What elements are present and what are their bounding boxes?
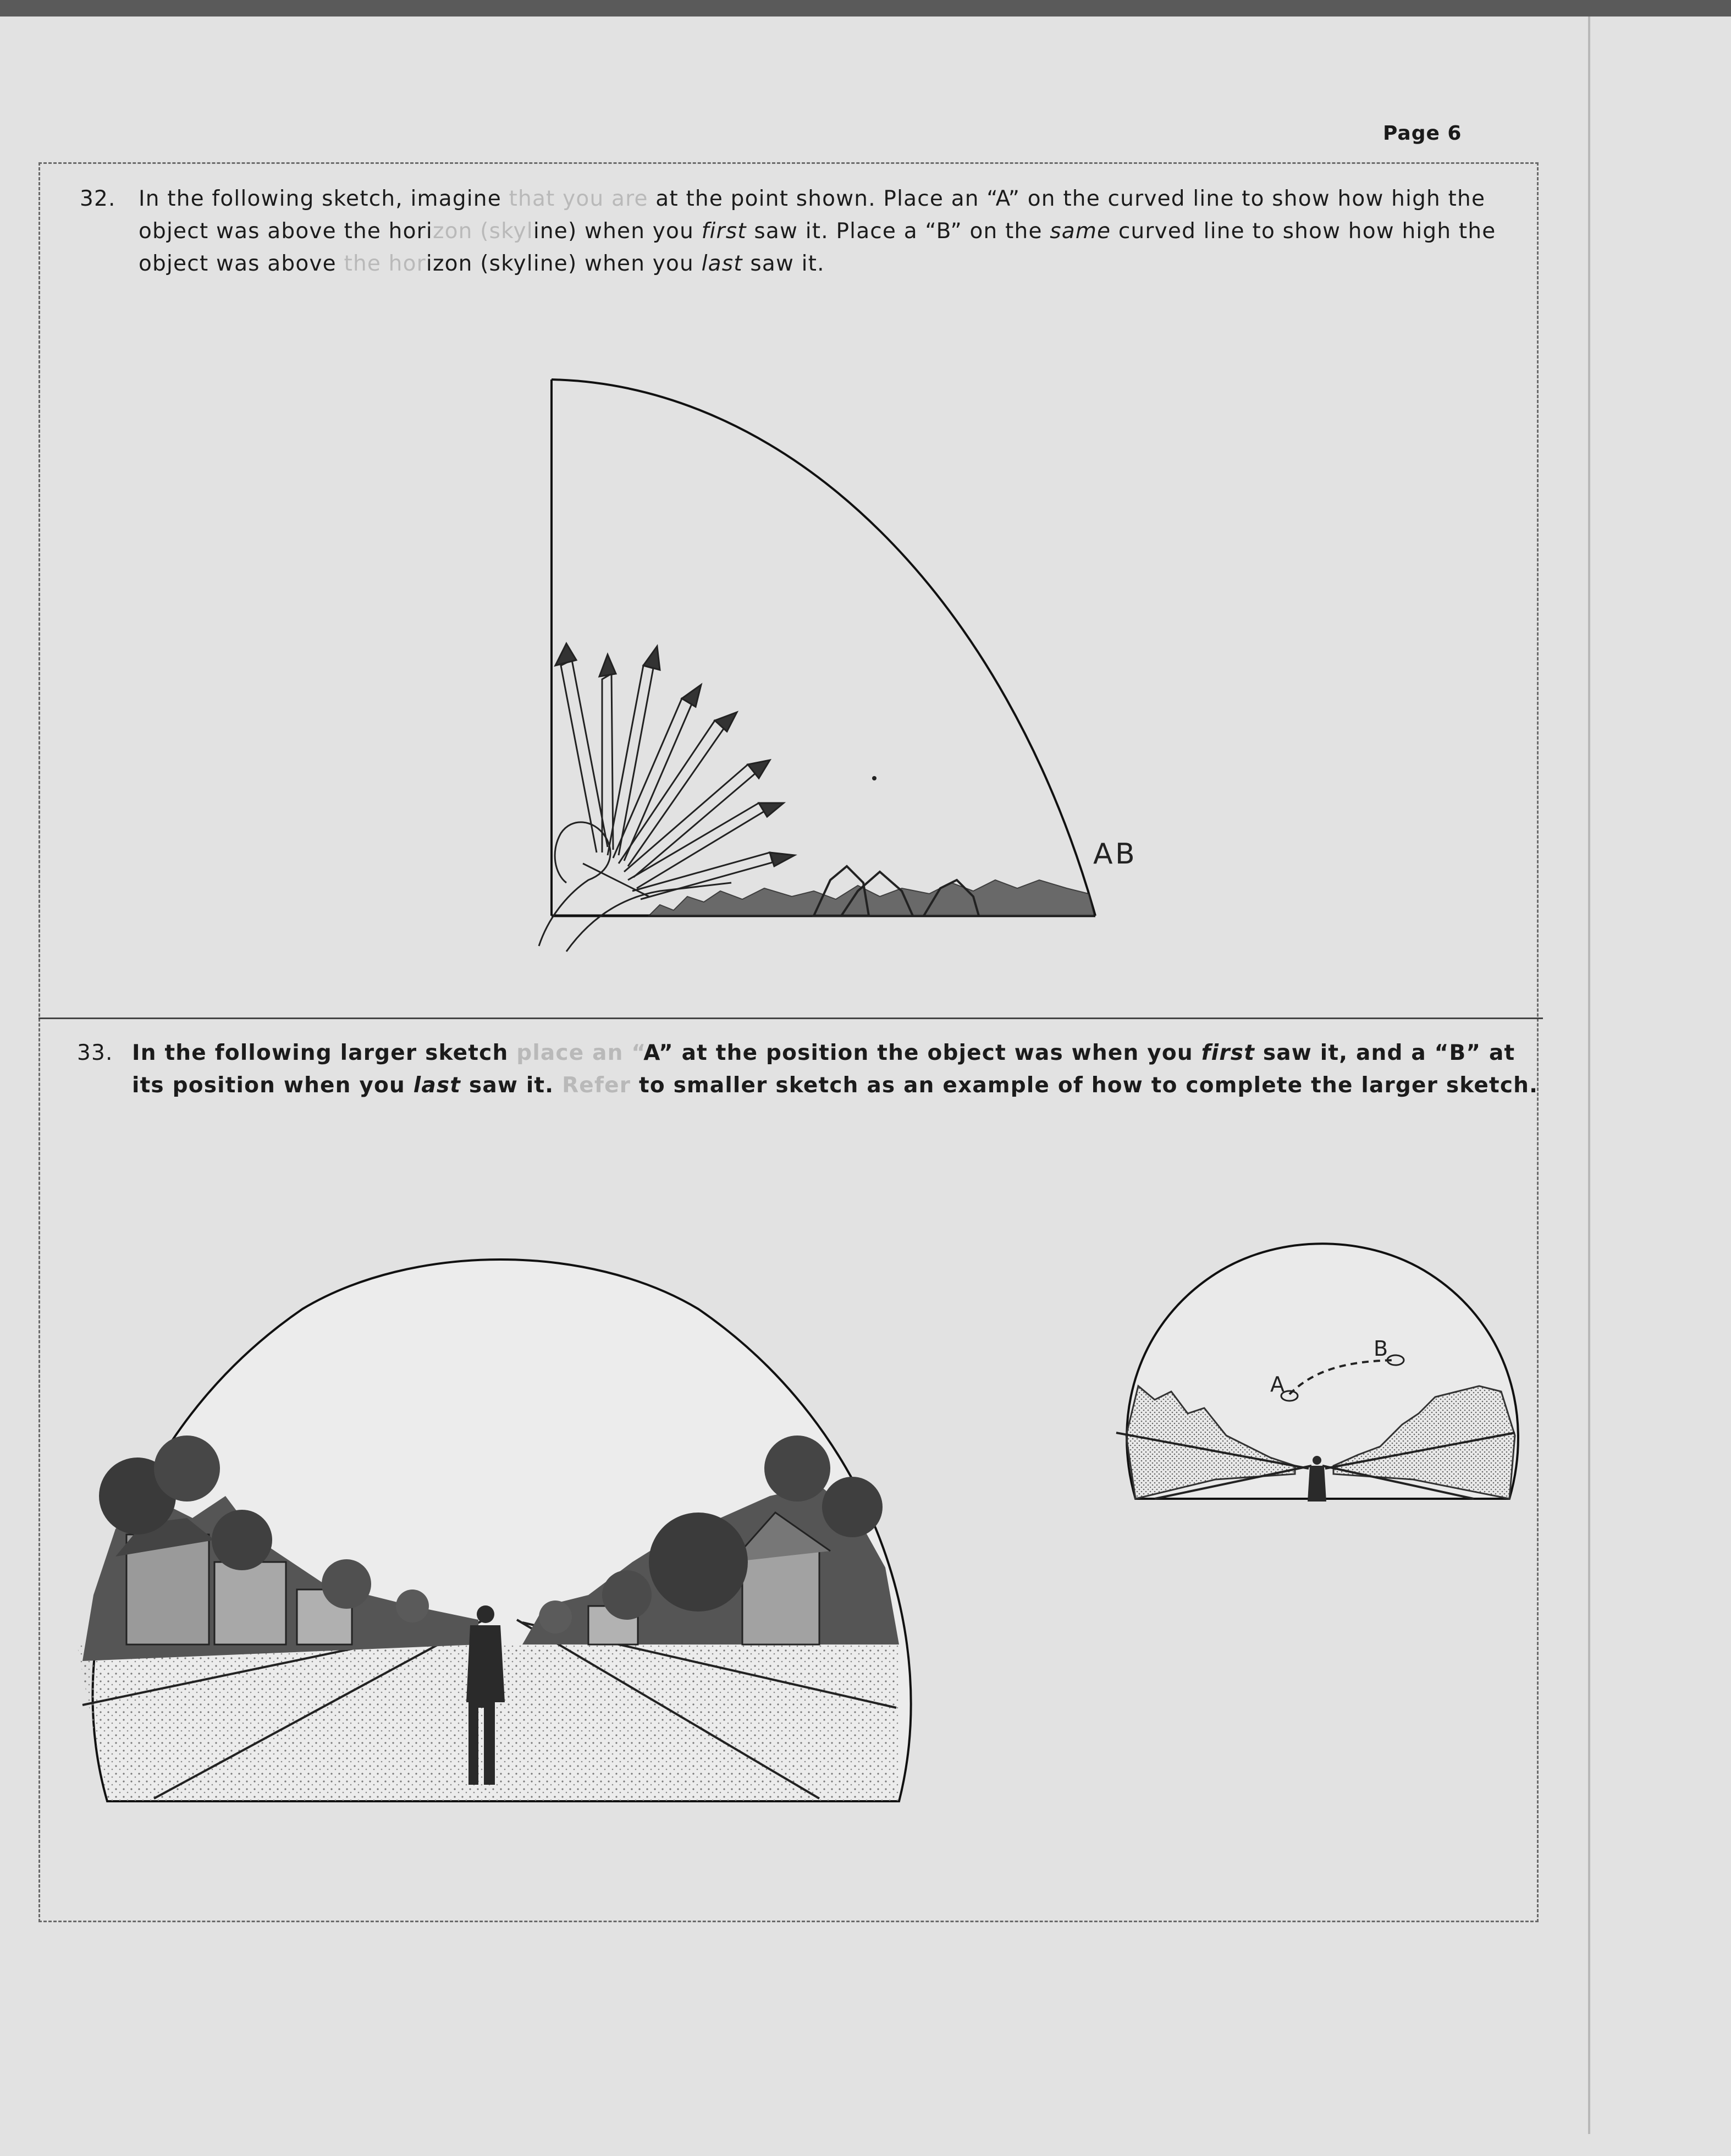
example-label-a: A [1270, 1372, 1285, 1396]
text-segment: izon (skyline) when you [426, 251, 702, 276]
q32-curved-line[interactable] [552, 380, 1095, 916]
question-32-text [139, 183, 1530, 280]
q33-large-sketch [60, 1210, 918, 1837]
question-33-number: 33. [77, 1041, 113, 1065]
text-segment: that you are [509, 186, 648, 211]
text-segment: In the following larger sketch [132, 1041, 517, 1065]
text-segment: at the point shown. Place an “A” on the curved line to show how high the object was above the hori [139, 186, 1486, 244]
text-segment: saw it. Place a “B” on the [746, 219, 1050, 244]
question-33-text [132, 1037, 1540, 1102]
q32-answer-b: B [1115, 838, 1135, 871]
text-segment: curved line to show how high the object was above [139, 219, 1496, 276]
question-32-number: 32. [80, 186, 116, 211]
text-segment: last [413, 1073, 461, 1098]
q32-sketch [484, 369, 1166, 957]
text-segment: to smaller sketch as an example of how to complete the larger sketch. [631, 1073, 1539, 1098]
text-segment: first [1201, 1041, 1255, 1065]
text-segment: saw it. [742, 251, 825, 276]
page-number: Page 6 [1383, 122, 1462, 145]
question-32 [80, 183, 1509, 287]
text-segment: the hor [344, 251, 426, 276]
text-segment: saw it, and a “B” at its position when you [132, 1041, 1515, 1098]
text-segment: first [701, 219, 747, 244]
scan-top-border [0, 0, 1731, 16]
text-segment: last [701, 251, 743, 276]
q32-observer [539, 822, 731, 952]
text-segment: saw it. [461, 1073, 563, 1098]
text-segment: zon (skyl [432, 219, 533, 244]
q32-answer-a: A [1093, 838, 1113, 871]
text-segment: Refer [562, 1073, 631, 1098]
scan-right-edge [1588, 16, 1590, 2134]
q32-point [872, 776, 876, 780]
q32-skyline-trees [649, 866, 1094, 916]
q32-pointing-hands [555, 644, 795, 899]
q33-example-sketch [1105, 1204, 1523, 1513]
text-segment: In the following sketch, imagine [139, 186, 509, 211]
text-segment: A” at the position the object was when you [643, 1041, 1201, 1065]
text-segment: ine) when you [533, 219, 702, 244]
text-segment: same [1050, 219, 1111, 244]
section-divider [38, 1018, 1543, 1019]
example-label-b: B [1374, 1336, 1388, 1361]
text-segment: place an “ [516, 1041, 644, 1065]
question-33 [77, 1037, 1539, 1108]
